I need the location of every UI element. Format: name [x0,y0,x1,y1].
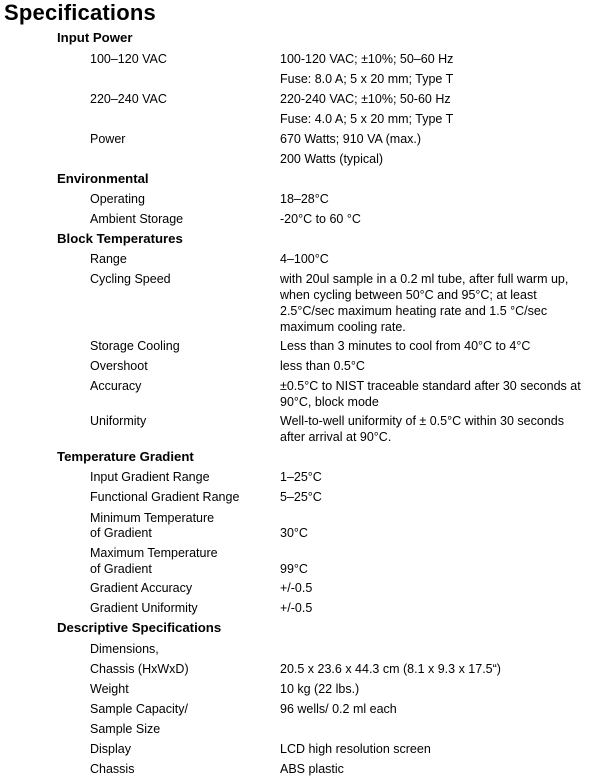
spec-value: LCD high resolution screen [280,742,431,756]
spec-label: Minimum Temperature [90,511,215,525]
spec-value: 30°C [280,526,308,540]
spec-label: Sample Size [90,722,161,736]
spec-value: when cycling between 50°C and 95°C; at least [280,288,537,302]
spec-label: Sample Capacity/ [90,702,188,716]
spec-label: Storage Cooling [90,339,180,353]
spec-value: 220-240 VAC; ±10%; 50-60 Hz [280,92,451,106]
spec-value: 90°C, block mode [280,395,379,409]
spec-label: Power [90,132,126,146]
spec-label: of Gradient [90,526,152,540]
page-title: Specifications [4,0,156,25]
spec-label: Gradient Accuracy [90,581,193,595]
spec-label: Weight [90,682,129,696]
spec-value: 1–25°C [280,470,322,484]
section-heading-temperature-gradient: Temperature Gradient [57,449,194,464]
spec-value: 5–25°C [280,490,322,504]
spec-label: Range [90,252,127,266]
spec-value: 96 wells/ 0.2 ml each [280,702,397,716]
section-heading-input-power: Input Power [57,30,133,45]
spec-value: 200 Watts (typical) [280,152,384,166]
spec-value: -20°C to 60 °C [280,212,361,226]
section-heading-block-temperatures: Block Temperatures [57,231,183,246]
spec-value: 18–28°C [280,192,329,206]
spec-label: Functional Gradient Range [90,490,240,504]
spec-value: ABS plastic [280,762,344,776]
spec-value: ±0.5°C to NIST traceable standard after 30 seconds at [280,379,581,393]
spec-value: maximum cooling rate. [280,320,406,334]
spec-label: Input Gradient Range [90,470,210,484]
spec-label: Overshoot [90,359,148,373]
spec-label: Accuracy [90,379,142,393]
spec-label: Uniformity [90,414,147,428]
spec-value: Less than 3 minutes to cool from 40°C to 4°C [280,339,531,353]
spec-value: 10 kg (22 lbs.) [280,682,360,696]
spec-value: 670 Watts; 910 VA (max.) [280,132,422,146]
spec-value: 4–100°C [280,252,329,266]
spec-label: Maximum Temperature [90,546,218,560]
spec-label: Display [90,742,131,756]
spec-value: 99°C [280,562,308,576]
spec-value: Well-to-well uniformity of ± 0.5°C within 30 seconds [280,414,564,428]
spec-value: +/-0.5 [280,581,313,595]
spec-value: with 20ul sample in a 0.2 ml tube, after full warm up, [280,272,569,286]
spec-label: Cycling Speed [90,272,171,286]
section-heading-environmental: Environmental [57,171,149,186]
spec-label: Chassis (HxWxD) [90,662,189,676]
spec-label: Dimensions, [90,642,159,656]
spec-label: of Gradient [90,562,152,576]
spec-value: 20.5 x 23.6 x 44.3 cm (8.1 x 9.3 x 17.5“) [280,662,501,676]
spec-value: +/-0.5 [280,601,313,615]
spec-label: 220–240 VAC [90,92,167,106]
spec-label: Gradient Uniformity [90,601,198,615]
spec-label: Chassis [90,762,135,776]
spec-value: less than 0.5°C [280,359,365,373]
spec-label: 100–120 VAC [90,52,167,66]
spec-value: Fuse: 4.0 A; 5 x 20 mm; Type T [280,112,454,126]
spec-value: Fuse: 8.0 A; 5 x 20 mm; Type T [280,72,454,86]
section-heading-descriptive-specifications: Descriptive Specifications [57,620,222,635]
spec-label: Operating [90,192,145,206]
spec-label: Ambient Storage [90,212,184,226]
spec-value: 100-120 VAC; ±10%; 50–60 Hz [280,52,454,66]
spec-value: after arrival at 90°C. [280,430,392,444]
spec-value: 2.5°C/sec maximum heating rate and 1.5 °C/sec [280,304,548,318]
